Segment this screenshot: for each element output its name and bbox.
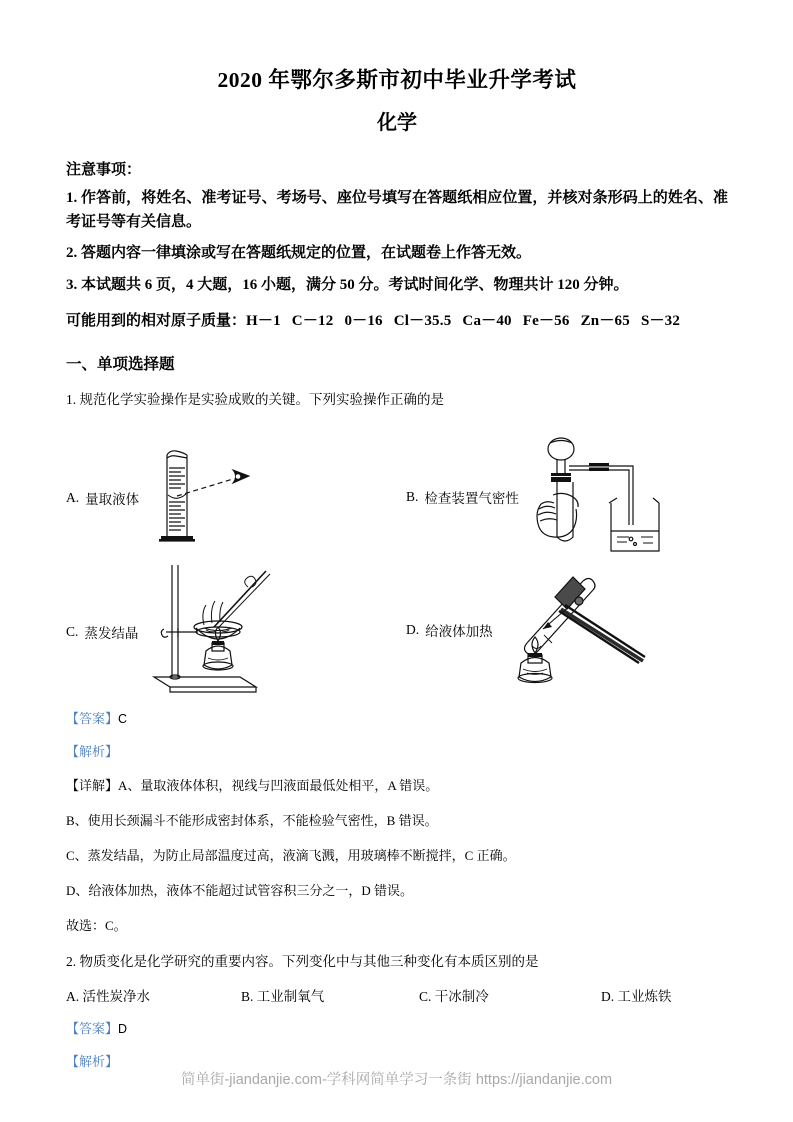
eye-icon — [233, 470, 249, 483]
question-1-detail-c: C、蒸发结晶，为防止局部温度过高，液滴飞溅，用玻璃棒不断搅拌，C 正确。 — [66, 848, 516, 864]
option-c-label: 蒸发结晶 — [84, 626, 139, 642]
question-2-answer — [66, 1020, 728, 1039]
page-title: 2020 年鄂尔多斯市初中毕业升学考试 — [217, 68, 577, 92]
atomic-mass-h: H－1 — [246, 312, 281, 329]
notice-item-1: 1. 作答前，将姓名、准考证号、考场号、座位号填写在答题纸相应位置，并核对条形码上的姓名、准考证号等有关信息。 — [66, 189, 728, 231]
atomic-mass-fe: Fe－56 — [522, 312, 570, 329]
option-a-key: A. — [66, 489, 80, 505]
question-1-conclusion: 故选：C。 — [66, 917, 127, 933]
question-2-option-a-label: 活性炭净水 — [82, 988, 150, 1004]
question-2-option-d-label: 工业炼铁 — [617, 988, 672, 1004]
evaporation-stand-icon — [144, 565, 294, 700]
option-b-key: B. — [406, 488, 419, 504]
option-a-label: 量取液体 — [85, 491, 140, 507]
question-2-option-d-key: D. — [601, 988, 615, 1004]
atomic-mass-cl: Cl－35.5 — [393, 312, 452, 329]
question-2-options — [66, 985, 728, 1005]
atomic-mass-s: S－32 — [640, 312, 681, 329]
option-c[interactable] — [66, 565, 294, 700]
notice-heading: 注意事项： — [66, 161, 142, 178]
question-2-answer-label: 【答案】 — [66, 1020, 119, 1036]
question-1-answer-label: 【答案】 — [66, 710, 119, 726]
test-tube-heating-icon — [499, 565, 649, 695]
option-c-key: C. — [66, 624, 79, 640]
question-1-analysis-label: 【解析】 — [66, 744, 119, 760]
option-d[interactable] — [406, 565, 649, 695]
footer-watermark: 简单街-jiandanjie.com-学科网简单学习一条街 https://jiandanjie.com — [180, 1072, 613, 1088]
question-1-detail-d: D、给液体加热，液体不能超过试管容积三分之一，D 错误。 — [66, 882, 414, 898]
question-2-option-b[interactable] — [241, 985, 419, 1005]
question-2-option-b-key: B. — [241, 988, 254, 1004]
question-1-stem: 1. 规范化学实验操作是实验成败的关键。下列实验操作正确的是 — [66, 392, 444, 408]
question-2-option-b-label: 工业制氧气 — [256, 988, 325, 1004]
question-2-option-a[interactable] — [66, 985, 241, 1005]
question-1-answer-value: C — [118, 711, 128, 726]
option-a[interactable] — [66, 443, 265, 553]
question-1-detail-a: 【详解】A、量取液体体积，视线与凹液面最低处相平，A 错误。 — [66, 778, 439, 794]
atomic-mass-ca: Ca－40 — [462, 312, 512, 329]
page-subtitle: 化学 — [377, 111, 417, 134]
question-2-option-c[interactable] — [419, 985, 601, 1005]
question-2-analysis-label: 【解析】 — [66, 1054, 119, 1070]
option-d-label: 给液体加热 — [425, 623, 493, 639]
notice-item-3: 3. 本试题共 6 页，4 大题，16 小题，满分 50 分。考试时间化学、物理共计 120 分钟。 — [66, 276, 629, 293]
question-1-answer — [66, 710, 728, 729]
question-1-figure-options — [66, 415, 728, 695]
gas-tightness-apparatus-icon — [525, 433, 695, 561]
question-1-detail-b: B、使用长颈漏斗不能形成密封体系，不能检验气密性，B 错误。 — [66, 813, 438, 829]
atomic-mass-label: 可能用到的相对原子质量： — [66, 312, 247, 329]
question-2-stem: 2. 物质变化是化学研究的重要内容。下列变化中与其他三种变化有本质区别的是 — [66, 953, 539, 969]
graduated-cylinder-icon — [145, 443, 265, 553]
question-2-option-d[interactable] — [601, 985, 672, 1005]
option-b-label: 检查装置气密性 — [424, 490, 519, 506]
page-content — [66, 0, 728, 1072]
notice-item-2: 2. 答题内容一律填涂或写在答题纸规定的位置，在试题卷上作答无效。 — [66, 245, 532, 262]
atomic-mass-c: C－12 — [291, 312, 334, 329]
option-b[interactable] — [406, 433, 695, 561]
atomic-mass-o: 0－16 — [344, 312, 383, 329]
atomic-mass-zn: Zn－65 — [580, 312, 630, 329]
atomic-mass-line — [66, 310, 728, 333]
section-heading-choice: 一、单项选择题 — [66, 356, 175, 374]
option-d-key: D. — [406, 621, 420, 637]
question-2-answer-value: D — [118, 1021, 128, 1036]
question-2-option-c-label: 干冰制冷 — [434, 988, 489, 1004]
question-2-option-a-key: A. — [66, 988, 80, 1004]
question-2-option-c-key: C. — [419, 988, 432, 1004]
